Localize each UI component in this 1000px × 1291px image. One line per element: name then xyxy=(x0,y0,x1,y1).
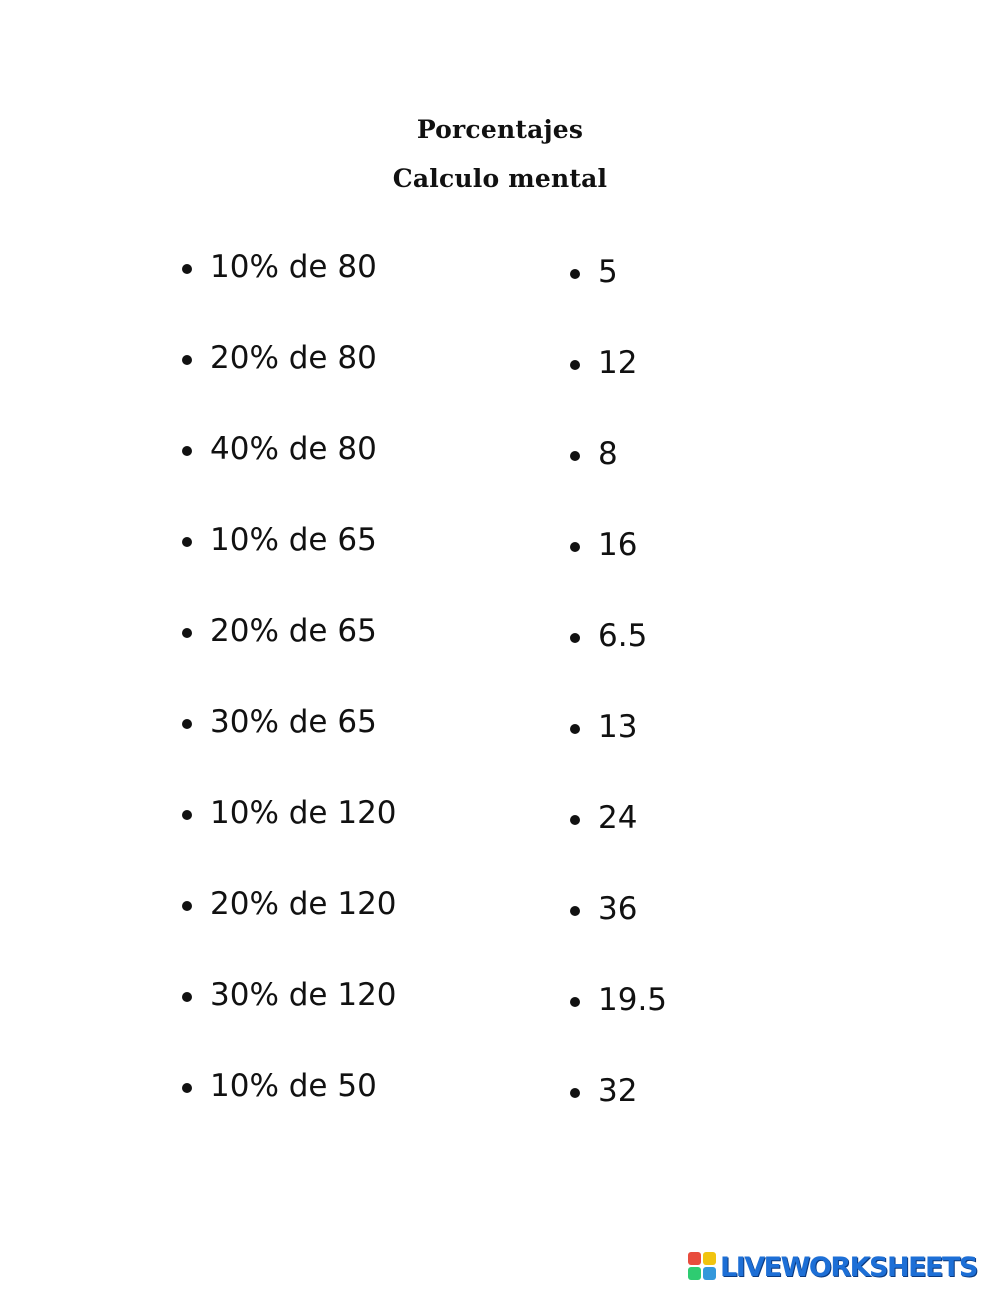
question-text: 30% de 120 xyxy=(210,977,397,1013)
question-text: 10% de 120 xyxy=(210,795,397,831)
answer-text: 24 xyxy=(598,800,638,836)
bullet-icon xyxy=(570,542,580,552)
page-subtitle: Calculo mental xyxy=(392,164,608,193)
answer-text: 5 xyxy=(598,254,618,290)
answer-text: 36 xyxy=(598,891,638,927)
bullet-icon xyxy=(570,815,580,825)
logo-square-red xyxy=(688,1252,701,1265)
bullet-icon xyxy=(182,628,192,638)
liveworksheets-logo-icon xyxy=(688,1252,718,1282)
answer-text: 19.5 xyxy=(598,982,668,1018)
bullet-icon xyxy=(570,633,580,643)
logo-square-blue xyxy=(703,1267,716,1280)
question-text: 20% de 65 xyxy=(210,613,377,649)
bullet-icon xyxy=(570,269,580,279)
answer-text: 6.5 xyxy=(598,618,648,654)
question-text: 40% de 80 xyxy=(210,431,377,467)
bullet-icon xyxy=(182,810,192,820)
page-title: Porcentajes xyxy=(416,115,584,144)
question-text: 10% de 50 xyxy=(210,1068,377,1104)
bullet-icon xyxy=(182,264,192,274)
logo-square-yellow xyxy=(703,1252,716,1265)
bullet-icon xyxy=(182,901,192,911)
bullet-icon xyxy=(570,1088,580,1098)
answer-text: 13 xyxy=(598,709,638,745)
bullet-icon xyxy=(570,451,580,461)
answer-text: 16 xyxy=(598,527,638,563)
bullet-icon xyxy=(182,719,192,729)
bullet-icon xyxy=(570,724,580,734)
question-text: 10% de 80 xyxy=(210,249,377,285)
liveworksheets-watermark xyxy=(688,1250,977,1284)
bullet-icon xyxy=(570,360,580,370)
answer-text: 8 xyxy=(598,436,618,472)
bullet-icon xyxy=(570,997,580,1007)
bullet-icon xyxy=(182,537,192,547)
bullet-icon xyxy=(182,992,192,1002)
logo-square-green xyxy=(688,1267,701,1280)
answer-text: 12 xyxy=(598,345,638,381)
bullet-icon xyxy=(182,1083,192,1093)
answer-text: 32 xyxy=(598,1073,638,1109)
bullet-icon xyxy=(182,355,192,365)
bullet-icon xyxy=(182,446,192,456)
question-text: 10% de 65 xyxy=(210,522,377,558)
watermark-text: LIVEWORKSHEETS xyxy=(720,1251,977,1283)
question-text: 20% de 120 xyxy=(210,886,397,922)
bullet-icon xyxy=(570,906,580,916)
question-text: 30% de 65 xyxy=(210,704,377,740)
question-text: 20% de 80 xyxy=(210,340,377,376)
